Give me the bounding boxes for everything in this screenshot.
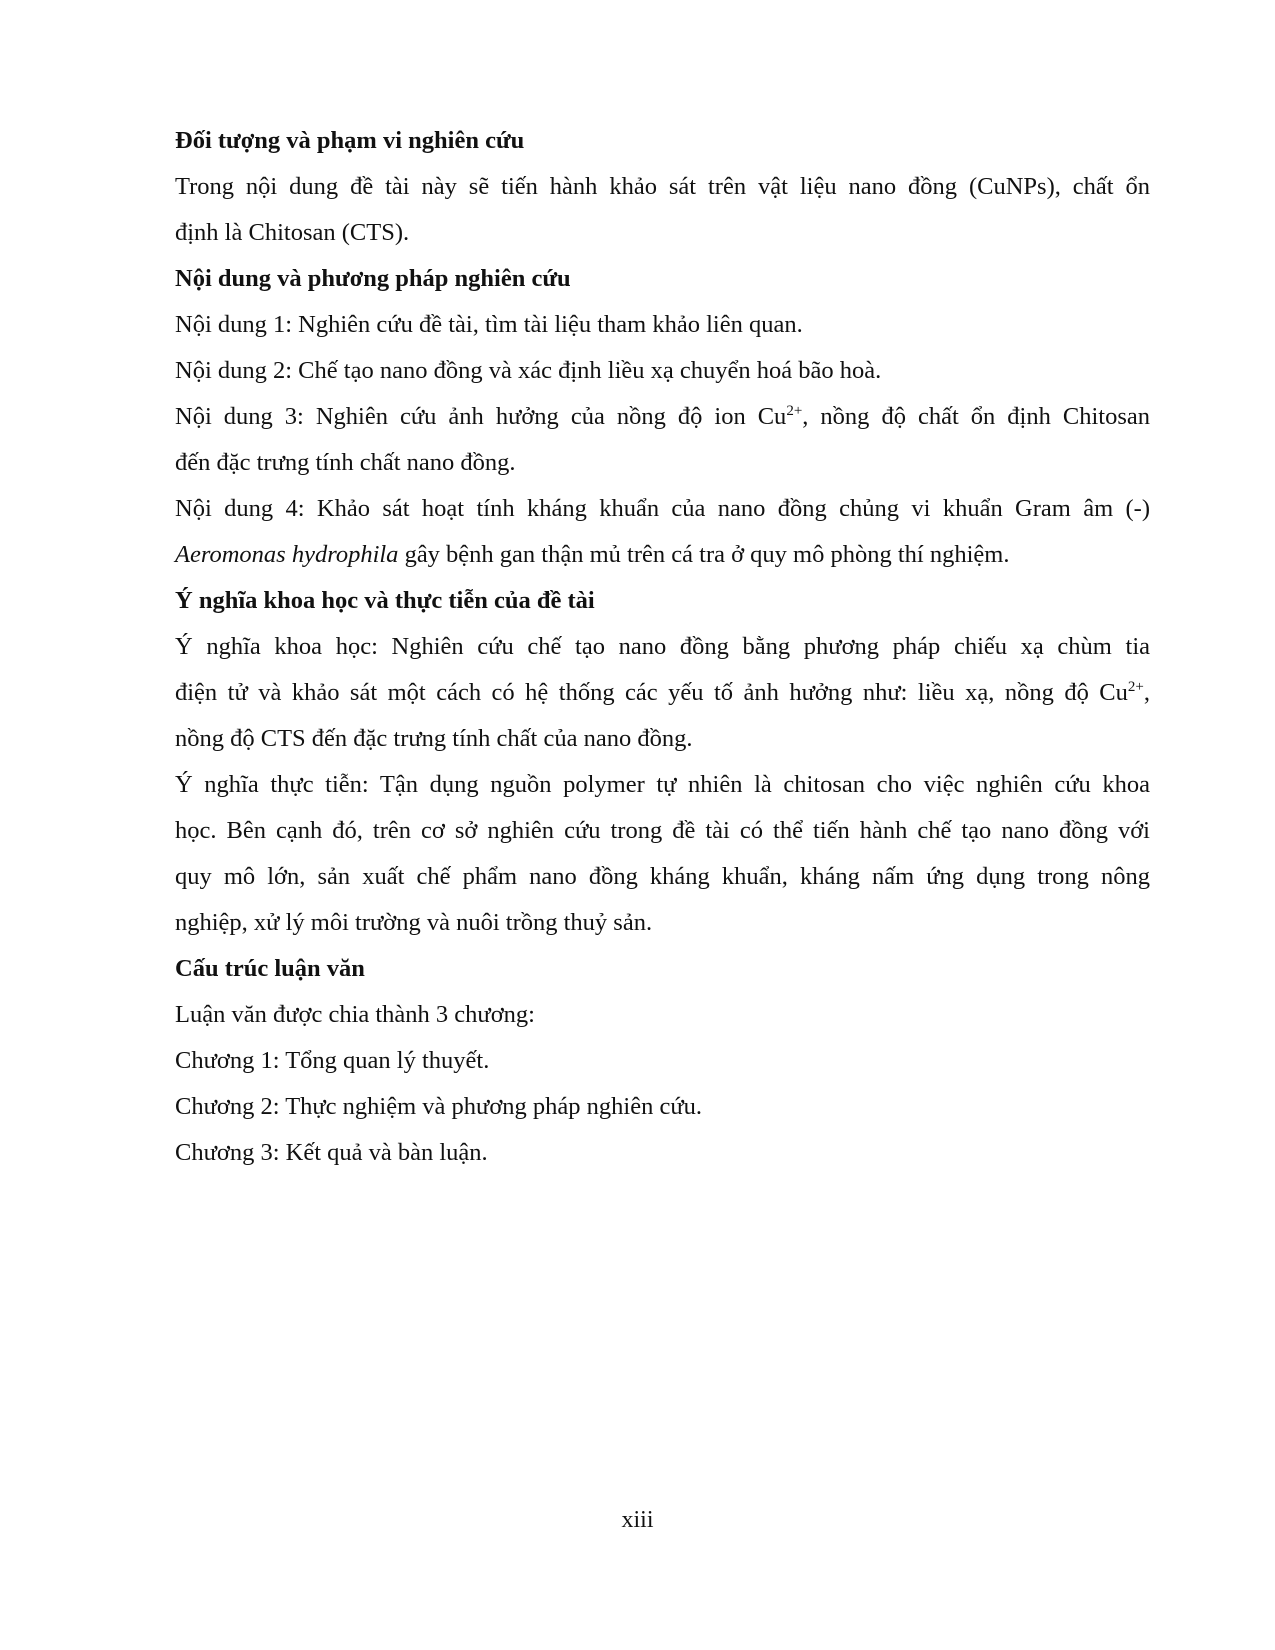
content-item-4-line-2 xyxy=(175,532,1150,578)
page-content xyxy=(175,118,1150,1176)
scientific-significance-superscript: 2+ xyxy=(1127,679,1144,695)
content-item-3-superscript: 2+ xyxy=(786,403,803,419)
scientific-significance-line-3: nồng độ CTS đến đặc trưng tính chất của nano đồng. xyxy=(175,725,693,752)
heading-significance: Ý nghĩa khoa học và thực tiễn của đề tài xyxy=(175,587,595,614)
scientific-significance-line-2 xyxy=(175,670,1150,716)
scope-paragraph-line-1: Trong nội dung đề tài này sẽ tiến hành khảo sát trên vật liệu nano đồng (CuNPs), chất ổn xyxy=(175,173,1150,200)
content-item-3-text-a: Nội dung 3: Nghiên cứu ảnh hưởng của nồng độ ion Cu xyxy=(175,403,787,430)
heading-content-methods: Nội dung và phương pháp nghiên cứu xyxy=(175,265,571,292)
content-item-4-rest: gây bệnh gan thận mủ trên cá tra ở quy mô phòng thí nghiệm. xyxy=(398,541,1010,568)
species-name: Aeromonas hydrophila xyxy=(175,541,399,568)
scientific-significance-text-a: điện tử và khảo sát một cách có hệ thống các yếu tố ảnh hưởng như: liều xạ, nồng độ Cu xyxy=(175,679,1128,706)
scientific-significance-text-b: , xyxy=(1143,679,1150,706)
practical-significance-line-4: nghiệp, xử lý môi trường và nuôi trồng thuỷ sản. xyxy=(175,909,653,936)
content-item-4-line-1: Nội dung 4: Khảo sát hoạt tính kháng khuẩn của nano đồng chủng vi khuẩn Gram âm (-) xyxy=(175,495,1150,522)
content-item-3-text-b: , nồng độ chất ổn định Chitosan xyxy=(802,403,1150,430)
content-item-3-line-1 xyxy=(175,394,1150,440)
scope-paragraph-line-2: định là Chitosan (CTS). xyxy=(175,219,410,246)
practical-significance-line-3: quy mô lớn, sản xuất chế phẩm nano đồng kháng khuẩn, kháng nấm ứng dụng trong nông xyxy=(175,863,1150,890)
chapter-1: Chương 1: Tổng quan lý thuyết. xyxy=(175,1047,490,1074)
practical-significance-line-2: học. Bên cạnh đó, trên cơ sở nghiên cứu trong đề tài có thể tiến hành chế tạo nano đồng với xyxy=(175,817,1150,844)
heading-scope: Đối tượng và phạm vi nghiên cứu xyxy=(175,127,525,154)
content-item-2: Nội dung 2: Chế tạo nano đồng và xác định liều xạ chuyển hoá bão hoà. xyxy=(175,357,882,384)
page-number: xiii xyxy=(621,1507,654,1533)
content-item-1: Nội dung 1: Nghiên cứu đề tài, tìm tài liệu tham khảo liên quan. xyxy=(175,311,803,338)
chapter-3: Chương 3: Kết quả và bàn luận. xyxy=(175,1139,488,1166)
structure-intro: Luận văn được chia thành 3 chương: xyxy=(175,1001,535,1028)
practical-significance-line-1: Ý nghĩa thực tiễn: Tận dụng nguồn polymer tự nhiên là chitosan cho việc nghiên cứu khoa xyxy=(175,771,1150,798)
chapter-2: Chương 2: Thực nghiệm và phương pháp nghiên cứu. xyxy=(175,1093,702,1120)
scientific-significance-line-1: Ý nghĩa khoa học: Nghiên cứu chế tạo nano đồng bằng phương pháp chiếu xạ chùm tia xyxy=(175,633,1150,660)
content-item-3-line-2: đến đặc trưng tính chất nano đồng. xyxy=(175,449,516,476)
heading-thesis-structure: Cấu trúc luận văn xyxy=(175,955,365,982)
